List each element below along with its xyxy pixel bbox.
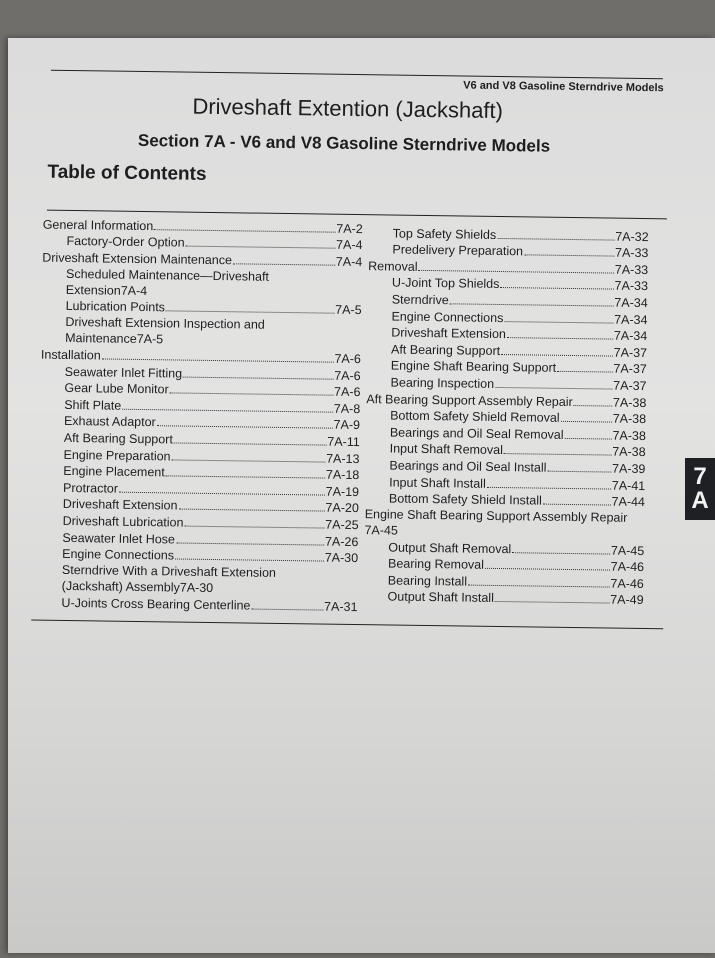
toc-entry-label: Engine Preparation (63, 447, 171, 463)
leader-dots (504, 453, 611, 455)
leader-dots (170, 393, 333, 396)
toc-entry-label: Bearing Removal (387, 556, 485, 573)
toc-entry-label: U-Joint Top Shields (391, 275, 500, 292)
leader-dots (119, 491, 325, 495)
toc-entry-label: Input Shaft Install (389, 474, 486, 491)
leader-dots (497, 238, 614, 241)
leader-dots (183, 376, 333, 379)
toc-entry-label: Engine Connections (391, 309, 504, 325)
toc-entry-label: Aft Bearing Support Assembly Repair (366, 391, 573, 409)
toc-entry[interactable] (37, 594, 357, 615)
toc-left-column (37, 216, 362, 615)
toc-entry-label: Lubrication Points (65, 299, 166, 315)
leader-dots (175, 559, 324, 562)
manual-page (8, 38, 715, 953)
toc-page-number: 7A-45 (364, 523, 398, 538)
toc-entry-label: Exhaust Adaptor (63, 414, 156, 430)
toc-entry-label: Aft Bearing Support (63, 430, 173, 447)
toc-page-number: 7A-20 (325, 500, 359, 516)
leader-dots (495, 601, 609, 604)
toc-entry-label: Driveshaft Extension Inspection and (65, 315, 265, 333)
toc-page-number: 7A-11 (327, 434, 360, 449)
toc-entry-label: Predelivery Preparation (392, 242, 524, 259)
toc-page-number: 7A-38 (612, 395, 647, 410)
leader-dots (504, 321, 613, 324)
leader-dots (174, 442, 326, 445)
leader-dots (557, 371, 612, 373)
toc-entry-label: Shift Plate (64, 397, 122, 413)
toc-page-number: 7A-30 (179, 580, 214, 596)
toc-page-number: 7A-46 (610, 559, 645, 575)
leader-dots (561, 421, 612, 423)
toc-entry[interactable] (363, 588, 643, 609)
toc-page-number: 7A-5 (335, 303, 362, 318)
toc-page-number: 7A-6 (334, 368, 361, 383)
toc-page-number: 7A-25 (325, 517, 359, 532)
toc-page-number: 7A-6 (333, 384, 361, 400)
section-tab-letter: A (691, 487, 709, 514)
toc-entry-label: Output Shaft Removal (388, 540, 512, 556)
leader-dots (485, 568, 610, 571)
toc-page-number: 7A-33 (614, 245, 649, 261)
leader-dots (233, 263, 335, 265)
toc-entry-label: Gear Lube Monitor (64, 381, 169, 397)
toc-page-number: 7A-32 (615, 229, 649, 244)
leader-dots (102, 358, 334, 362)
toc-entry-label: General Information (42, 217, 154, 233)
toc-entry-label: Engine Shaft Bearing Support (390, 358, 557, 376)
toc-entry-label: Bearing Install (387, 573, 468, 589)
toc-page-number: 7A-38 (612, 428, 646, 443)
toc-heading: Table of Contents (47, 161, 207, 185)
toc-entry-label: Seawater Inlet Fitting (64, 364, 183, 381)
toc-entry-label: Driveshaft Extension (62, 497, 178, 513)
leader-dots (565, 438, 612, 440)
toc-entry-label: Output Shaft Install (387, 589, 494, 606)
toc-entry-label: Bearings and Oil Seal Removal (389, 425, 564, 442)
leader-dots (176, 542, 324, 545)
toc-bottom-rule (31, 619, 663, 629)
leader-dots (574, 405, 612, 407)
toc-entry-label-cont: Extension (65, 282, 121, 298)
toc-entry-label-cont: (Jackshaft) Assembly (61, 579, 180, 595)
toc-page-number: 7A-39 (611, 461, 646, 476)
toc-entry-label: Bottom Safety Shield Install (388, 491, 542, 508)
toc-entry-label: Seawater Inlet Hose (62, 530, 176, 546)
leader-dots (166, 475, 325, 478)
leader-dots (495, 387, 612, 390)
toc-page-number: 7A-38 (612, 411, 647, 427)
toc-page-number: 7A-30 (324, 550, 359, 566)
toc-page-number: 7A-41 (611, 478, 646, 493)
leader-dots (512, 552, 610, 554)
toc-page-number: 7A-4 (336, 237, 363, 253)
leader-dots (154, 229, 335, 233)
toc-entry-label: Engine Connections (62, 547, 175, 563)
toc-entry[interactable] (38, 562, 358, 598)
toc-page-number: 7A-4 (335, 254, 363, 269)
toc-page-number: 7A-31 (324, 599, 358, 614)
leader-dots (450, 303, 614, 306)
toc-entry-label: Aft Bearing Support (390, 342, 501, 358)
leader-dots (547, 471, 611, 473)
toc-entry-label: Driveshaft Extension (391, 325, 507, 342)
leader-dots (157, 426, 333, 429)
toc-entry-label: Sterndrive With a Driveshaft Extension (61, 563, 277, 580)
leader-dots (543, 504, 611, 506)
toc-page-number: 7A-5 (136, 332, 164, 347)
toc-page-number: 7A-37 (613, 345, 648, 360)
toc-entry-label: Engine Shaft Bearing Support Assembly Repair (364, 507, 628, 525)
toc-page-number: 7A-18 (325, 467, 360, 483)
section-tab-number: 7 (693, 463, 707, 490)
toc-page-number: 7A-4 (120, 283, 148, 298)
leader-dots (178, 509, 324, 512)
toc-right-column (363, 224, 648, 608)
leader-dots (468, 584, 609, 587)
leader-dots (122, 408, 333, 412)
leader-dots (500, 287, 613, 290)
leader-dots (172, 459, 326, 462)
toc-entry-label: Removal (368, 258, 418, 274)
toc-page-number: 7A-2 (336, 221, 363, 236)
toc-page-number: 7A-9 (333, 418, 361, 433)
leader-dots (166, 311, 334, 314)
toc-page-number: 7A-34 (613, 328, 648, 344)
toc-page-number: 7A-49 (610, 593, 644, 608)
toc-page-number: 7A-6 (334, 351, 362, 367)
toc-page-number: 7A-8 (333, 401, 361, 416)
toc-entry-label: Installation (40, 347, 101, 363)
leader-dots (501, 354, 613, 357)
leader-dots (507, 337, 613, 339)
toc-entry-label: U-Joints Cross Bearing Centerline (61, 595, 251, 613)
toc-entry-label: Bearings and Oil Seal Install (389, 458, 547, 475)
toc-page-number: 7A-19 (325, 484, 360, 499)
leader-dots (251, 608, 323, 610)
toc-page-number: 7A-34 (614, 312, 648, 327)
toc-entry[interactable] (42, 265, 362, 301)
toc-entry[interactable] (41, 314, 361, 350)
toc-page-number: 7A-38 (612, 444, 646, 460)
page-content (0, 33, 715, 958)
toc-page-number: 7A-33 (614, 262, 649, 277)
leader-dots (184, 526, 324, 529)
toc-entry-label: Bottom Safety Shield Removal (390, 408, 560, 425)
toc-entry-label: Scheduled Maintenance—Driveshaft (65, 266, 270, 284)
leader-dots (418, 270, 613, 274)
toc-entry-label: Sterndrive (391, 292, 449, 308)
section-subtitle: Section 7A - V6 and V8 Gasoline Sterndrive Models (137, 130, 551, 156)
toc-page-number: 7A-37 (613, 361, 647, 377)
toc-entry-label: Protractor (62, 480, 119, 496)
toc-page-number: 7A-37 (613, 378, 647, 393)
toc-page-number: 7A-45 (610, 543, 645, 558)
toc-page-number: 7A-46 (610, 576, 644, 591)
running-head: V6 and V8 Gasoline Sterndrive Models (463, 79, 664, 95)
toc-page-number: 7A-44 (611, 494, 646, 510)
toc-entry-label: Top Safety Shields (392, 226, 497, 242)
leader-dots (487, 486, 611, 489)
header-rule (51, 70, 663, 80)
page-title: Driveshaft Extention (Jackshaft) (192, 93, 504, 124)
toc-entry-label: Factory-Order Option (66, 234, 185, 250)
leader-dots (524, 255, 614, 257)
toc-page-number: 7A-33 (614, 278, 649, 294)
toc-entry-label: Driveshaft Lubrication (62, 513, 184, 530)
toc-page-number: 7A-34 (614, 295, 648, 311)
section-tab (685, 458, 715, 520)
toc-entry-label: Input Shaft Removal (389, 441, 504, 458)
toc-page-number: 7A-26 (324, 534, 359, 549)
toc-page-number: 7A-13 (326, 451, 360, 466)
toc-entry-label: Driveshaft Extension Maintenance (42, 250, 233, 268)
toc-entry[interactable] (364, 506, 644, 542)
toc-entry-label: Bearing Inspection (390, 375, 495, 391)
leader-dots (186, 246, 335, 249)
toc-entry-label: Engine Placement (63, 464, 165, 480)
toc-entry-label-cont: Maintenance (65, 331, 137, 347)
